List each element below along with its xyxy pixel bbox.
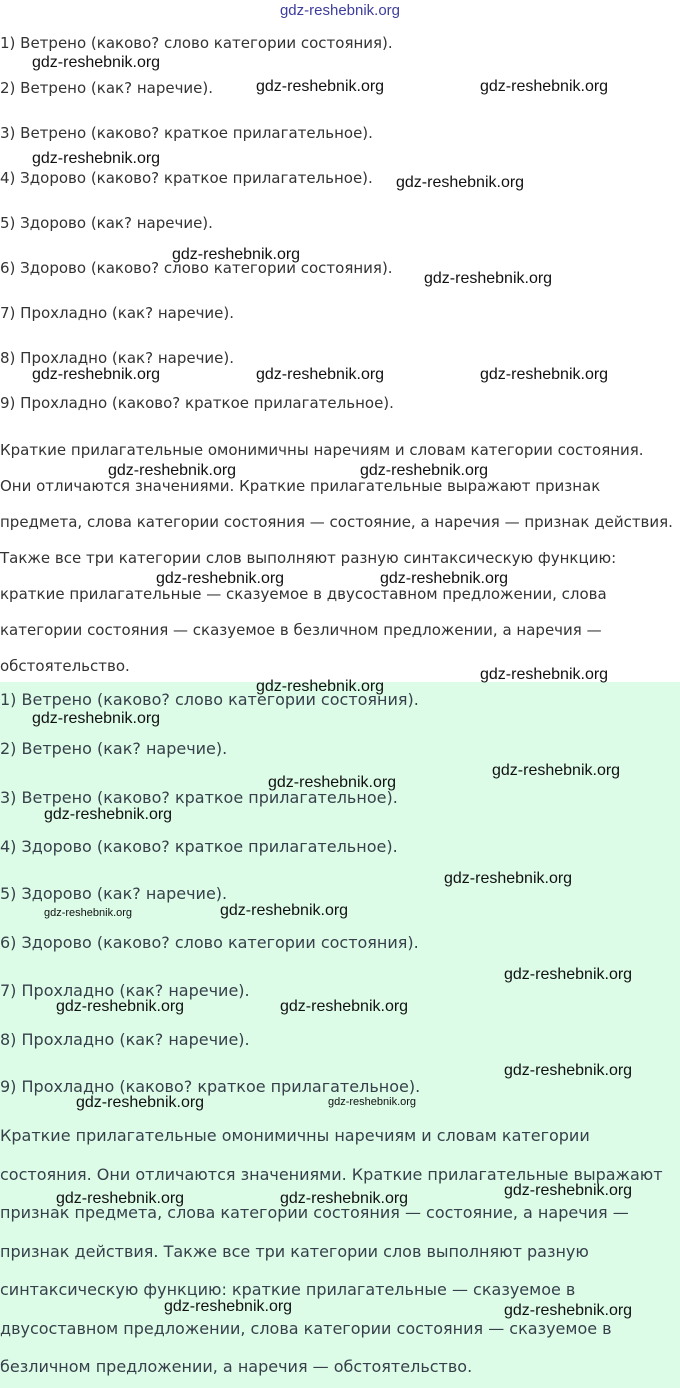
answer-line: 3) Ветрено (каково? краткое прилагательное). — [0, 124, 373, 142]
watermark-link[interactable]: gdz-reshebnik.org — [504, 1182, 633, 1199]
site-header-link[interactable]: gdz-reshebnik.org — [279, 2, 401, 19]
watermark-link[interactable]: gdz-reshebnik.org — [280, 1190, 409, 1207]
watermark-link[interactable]: gdz-reshebnik.org — [32, 366, 161, 383]
watermark-link[interactable]: gdz-reshebnik.org — [256, 366, 385, 383]
watermark-link[interactable]: gdz-reshebnik.org — [44, 907, 133, 919]
answer-line: 3) Ветрено (каково? краткое прилагательное). — [0, 788, 398, 807]
watermark-link[interactable]: gdz-reshebnik.org — [492, 762, 621, 779]
answer-line: 8) Прохладно (как? наречие). — [0, 1030, 250, 1049]
watermark-link[interactable]: gdz-reshebnik.org — [44, 806, 173, 823]
watermark-link[interactable]: gdz-reshebnik.org — [108, 462, 237, 479]
watermark-link[interactable]: gdz-reshebnik.org — [32, 54, 161, 71]
watermark-link[interactable]: gdz-reshebnik.org — [268, 774, 397, 791]
watermark-link[interactable]: gdz-reshebnik.org — [328, 1096, 417, 1108]
watermark-link[interactable]: gdz-reshebnik.org — [380, 570, 509, 587]
watermark-link[interactable]: gdz-reshebnik.org — [280, 998, 409, 1015]
answer-line: 5) Здорово (как? наречие). — [0, 214, 213, 232]
answer-line: 4) Здорово (каково? краткое прилагательное). — [0, 837, 398, 856]
watermark-link[interactable]: gdz-reshebnik.org — [396, 174, 525, 191]
watermark-link[interactable]: gdz-reshebnik.org — [256, 78, 385, 95]
answer-line: 6) Здорово (каково? слово категории состояния). — [0, 259, 393, 277]
watermark-link[interactable]: gdz-reshebnik.org — [480, 666, 609, 683]
explanation-paragraph-b: Краткие прилагательные омонимичны наречиям и словам категории состояния. Они отличаются значениями. Краткие прилагательные выражают признак предмета, слова категории состояния — состояние, а наречия — признак действия. Также все три категории слов выполняют разную синтаксическую функцию: краткие прилагательные — сказуемое в двусоставном предложении, слова категории состояния — сказуемое в безличном предложении, а наречия — обстоятельство. — [0, 1126, 663, 1376]
answer-line: 7) Прохладно (как? наречие). — [0, 304, 235, 322]
explanation-paragraph-a: Краткие прилагательные омонимичны наречиям и словам категории состояния. Они отличаются значениями. Краткие прилагательные выражают признак предмета, слова категории состояния — состояние, а наречия — признак действия. Также все три категории слов выполняют разную синтаксическую функцию: краткие прилагательные — сказуемое в двусоставном предложении, слова категории состояния — сказуемое в безличном предложении, а наречия — обстоятельство. — [0, 441, 673, 675]
watermark-link[interactable]: gdz-reshebnik.org — [76, 1094, 205, 1111]
watermark-link[interactable]: gdz-reshebnik.org — [424, 270, 553, 287]
answer-line: 7) Прохладно (как? наречие). — [0, 981, 250, 1000]
watermark-link[interactable]: gdz-reshebnik.org — [504, 1062, 633, 1079]
watermark-link[interactable]: gdz-reshebnik.org — [32, 710, 161, 727]
watermark-link[interactable]: gdz-reshebnik.org — [172, 246, 301, 263]
watermark-link[interactable]: gdz-reshebnik.org — [156, 570, 285, 587]
answer-line: 6) Здорово (каково? слово категории состояния). — [0, 933, 419, 952]
answer-line: 5) Здорово (как? наречие). — [0, 884, 228, 903]
watermark-link[interactable]: gdz-reshebnik.org — [56, 998, 185, 1015]
answer-line: 9) Прохладно (каково? краткое прилагательное). — [0, 394, 394, 412]
watermark-link[interactable]: gdz-reshebnik.org — [56, 1190, 185, 1207]
watermark-link[interactable]: gdz-reshebnik.org — [256, 678, 385, 695]
watermark-link[interactable]: gdz-reshebnik.org — [504, 1302, 633, 1319]
answer-line: 2) Ветрено (как? наречие). — [0, 79, 214, 97]
watermark-link[interactable]: gdz-reshebnik.org — [480, 78, 609, 95]
watermark-link[interactable]: gdz-reshebnik.org — [164, 1298, 293, 1315]
watermark-link[interactable]: gdz-reshebnik.org — [220, 902, 349, 919]
answer-line: 2) Ветрено (как? наречие). — [0, 739, 228, 758]
watermark-link[interactable]: gdz-reshebnik.org — [360, 462, 489, 479]
watermark-link[interactable]: gdz-reshebnik.org — [32, 150, 161, 167]
watermark-link[interactable]: gdz-reshebnik.org — [504, 966, 633, 983]
watermark-link[interactable]: gdz-reshebnik.org — [480, 366, 609, 383]
answer-line: 9) Прохладно (каково? краткое прилагательное). — [0, 1077, 421, 1096]
answer-line: 8) Прохладно (как? наречие). — [0, 349, 235, 367]
watermark-link[interactable]: gdz-reshebnik.org — [444, 870, 573, 887]
answer-line: 1) Ветрено (каково? слово категории состояния). — [0, 34, 393, 52]
answer-line: 4) Здорово (каково? краткое прилагательное). — [0, 169, 373, 187]
answer-line: 1) Ветрено (каково? слово категории состояния). — [0, 690, 419, 709]
